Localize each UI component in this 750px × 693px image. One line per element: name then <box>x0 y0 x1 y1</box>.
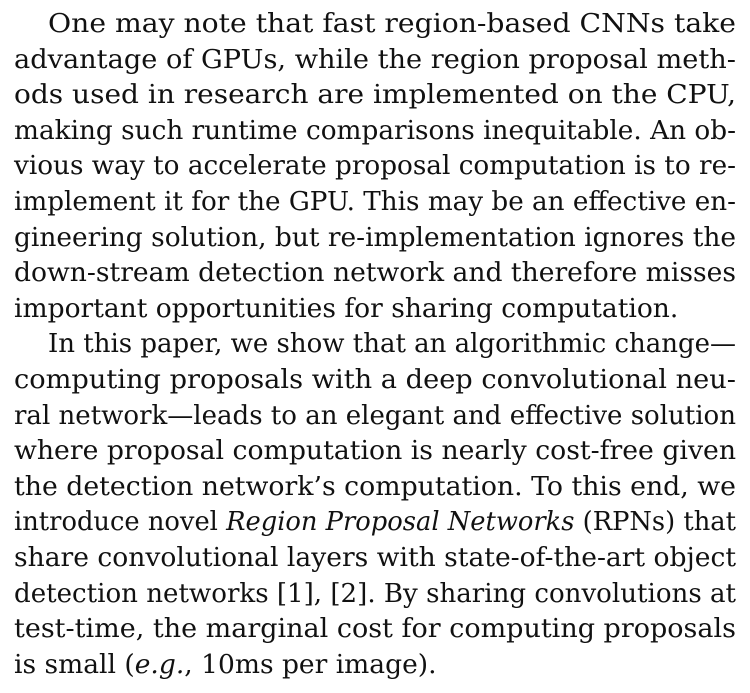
text-line <box>14 184 736 220</box>
text-line <box>14 291 736 327</box>
text-segment: ral network—leads to an elegant and effective solution <box>14 399 736 431</box>
line-text <box>14 576 736 612</box>
text-segment: down-stream detection network and therefore misses <box>14 257 737 289</box>
line-text <box>14 362 736 398</box>
line-text <box>14 42 736 78</box>
line-text <box>14 398 736 434</box>
text-segment: is small ( <box>14 648 135 680</box>
line-text <box>14 184 736 220</box>
text-segment: computing proposals with a deep convolutional neu- <box>14 363 736 395</box>
line-text <box>14 291 678 327</box>
paper-body <box>14 6 736 682</box>
text-segment: (RPNs) that <box>574 506 736 538</box>
text-segment: ods used in research are implemented on the CPU, <box>14 79 737 111</box>
line-text <box>14 540 736 576</box>
text-line <box>14 504 736 540</box>
text-segment: detection networks [1], [2]. By sharing convolutions at <box>14 577 737 609</box>
text-line <box>14 433 736 469</box>
line-text <box>14 469 736 505</box>
text-segment: the detection network’s computation. To this end, we <box>14 470 736 502</box>
text-line <box>14 255 736 291</box>
text-segment: advantage of GPUs, while the region proposal meth- <box>14 43 736 75</box>
text-segment: In this paper, we show that an algorithmic change— <box>48 328 737 360</box>
text-segment: share convolutional layers with state-of-the-art object <box>14 541 737 573</box>
text-line <box>14 42 736 78</box>
paragraph-contribution <box>14 326 736 682</box>
text-segment: test-time, the marginal cost for computing proposals <box>14 613 736 645</box>
text-line <box>14 362 736 398</box>
text-line <box>14 469 736 505</box>
line-text <box>14 220 736 256</box>
text-line <box>14 576 736 612</box>
line-text <box>14 647 437 683</box>
text-segment: vious way to accelerate proposal computation is to re- <box>14 150 736 182</box>
italic-term: e.g. <box>134 648 185 680</box>
text-line <box>14 647 736 683</box>
line-text <box>14 113 736 149</box>
text-segment: where proposal computation is nearly cost-free given <box>14 435 737 467</box>
line-text <box>14 504 736 540</box>
text-line <box>14 540 736 576</box>
text-segment: , 10ms per image). <box>184 648 437 680</box>
text-segment: important opportunities for sharing computation. <box>14 292 679 324</box>
text-line <box>14 326 736 362</box>
text-segment: introduce novel <box>14 506 227 538</box>
text-line <box>14 220 736 256</box>
text-segment: implement it for the GPU. This may be an effective en- <box>14 185 737 217</box>
paragraph-motivation <box>14 6 736 326</box>
text-line <box>14 113 736 149</box>
text-line <box>14 6 736 42</box>
text-segment: making such runtime comparisons inequitable. An ob- <box>14 114 736 146</box>
line-text <box>48 326 736 362</box>
text-line <box>14 77 736 113</box>
line-text <box>14 255 736 291</box>
text-line <box>14 148 736 184</box>
text-segment: gineering solution, but re-implementation ignores the <box>14 221 737 253</box>
line-text <box>14 77 736 113</box>
italic-term: Region Proposal Networks <box>226 506 575 538</box>
text-line <box>14 398 736 434</box>
text-line <box>14 611 736 647</box>
line-text <box>14 611 736 647</box>
line-text <box>48 6 736 42</box>
line-text <box>14 148 736 184</box>
line-text <box>14 433 736 469</box>
text-segment: One may note that fast region-based CNNs take <box>48 8 736 39</box>
